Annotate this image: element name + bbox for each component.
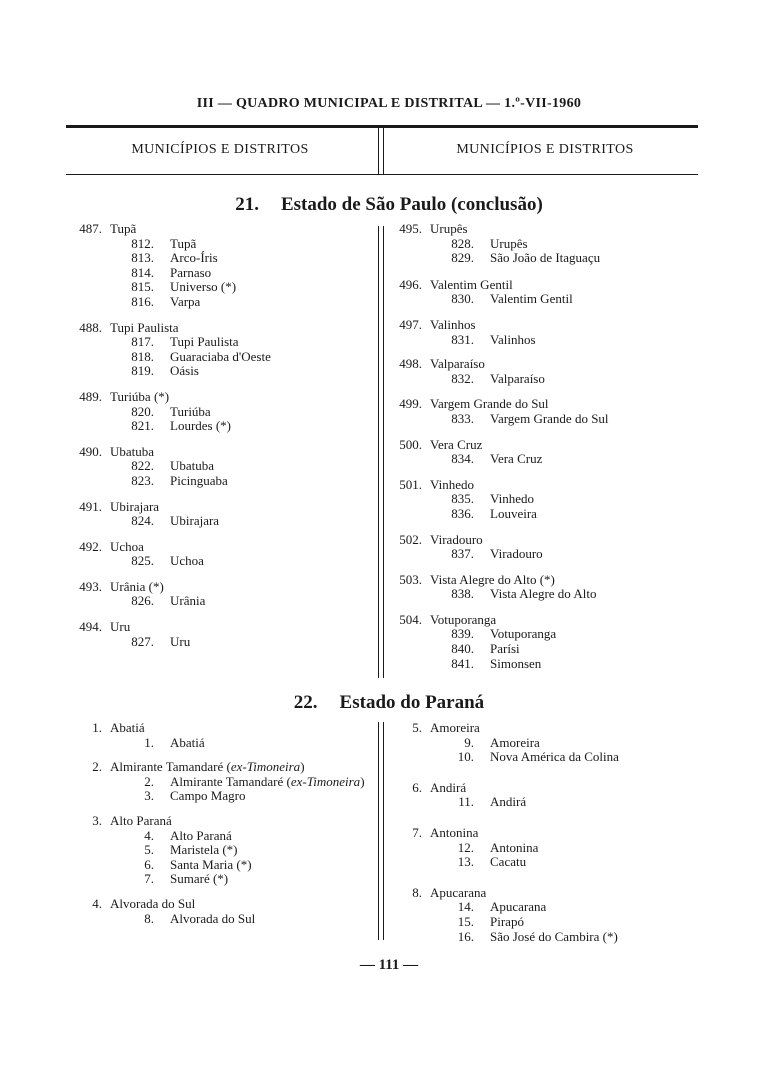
- district-name: Valinhos: [490, 331, 536, 347]
- municipality-entry: [74, 222, 374, 310]
- municipality-name: Uru: [110, 619, 131, 635]
- district-number: 13.: [457, 854, 474, 870]
- district-row: [394, 915, 694, 930]
- header-rule-thin: [66, 174, 698, 175]
- municipality-row: [74, 814, 374, 829]
- municipality-name: Valinhos: [430, 316, 476, 332]
- district-row: [394, 237, 694, 252]
- district-row: [394, 547, 694, 562]
- district-name: Ubirajara: [170, 513, 220, 529]
- municipality-name: Viradouro: [430, 531, 483, 547]
- municipality-entry: [394, 222, 694, 266]
- district-name: Ubatuba: [170, 458, 215, 474]
- district-row: [74, 350, 374, 365]
- district-number: 2.: [144, 773, 154, 789]
- municipality-row: [394, 613, 694, 628]
- district-name: Arco-Íris: [170, 250, 218, 266]
- municipality-number: 4.: [92, 895, 102, 911]
- district-name: Universo (*): [170, 279, 237, 295]
- municipality-name: Urânia (*): [110, 578, 164, 594]
- district-number: 830.: [451, 291, 474, 307]
- district-row: [394, 900, 694, 915]
- district-row: [74, 858, 374, 873]
- district-name: Lourdes (*): [170, 418, 232, 434]
- district-name: Antonina: [490, 839, 539, 855]
- municipality-name: Andirá: [430, 779, 467, 795]
- district-number: 839.: [451, 626, 474, 642]
- running-head: III — QUADRO MUNICIPAL E DISTRITAL — 1.º-VII-1960: [196, 96, 582, 111]
- district-number: 818.: [131, 348, 154, 364]
- district-row: [74, 775, 374, 790]
- district-number: 832.: [451, 370, 474, 386]
- district-number: 16.: [457, 928, 474, 944]
- district-row: [74, 335, 374, 350]
- district-name: Urupês: [490, 235, 528, 251]
- district-number: 825.: [131, 553, 154, 569]
- district-row: [74, 295, 374, 310]
- district-name: Alto Paraná: [170, 827, 232, 843]
- municipality-number: 488.: [79, 319, 102, 335]
- municipality-row: [394, 573, 694, 588]
- municipality-name: Almirante Tamandaré (ex-Timoneira): [110, 759, 305, 775]
- municipality-entry: [394, 781, 694, 810]
- district-name: Parísi: [490, 641, 520, 657]
- municipality-row: [394, 278, 694, 293]
- municipality-number: 6.: [412, 779, 422, 795]
- municipality-row: [74, 540, 374, 555]
- district-name: Turiúba: [170, 403, 211, 419]
- section-number: 22.: [293, 692, 318, 713]
- district-row: [74, 736, 374, 751]
- municipality-entry: [74, 897, 374, 926]
- district-name: Santa Maria (*): [170, 856, 252, 872]
- district-row: [394, 452, 694, 467]
- district-row: [394, 372, 694, 387]
- district-row: [74, 364, 374, 379]
- district-number: 838.: [451, 586, 474, 602]
- district-row: [74, 872, 374, 887]
- district-name: Votuporanga: [490, 626, 557, 642]
- district-row: [74, 419, 374, 434]
- municipality-entry: [394, 318, 694, 347]
- municipality-entry: [74, 500, 374, 529]
- district-row: [74, 843, 374, 858]
- municipality-entry: [394, 357, 694, 386]
- municipality-number: 7.: [412, 824, 422, 840]
- district-number: 15.: [457, 913, 474, 929]
- district-number: 4.: [144, 827, 154, 843]
- district-number: 9.: [464, 734, 474, 750]
- district-number: 1.: [144, 734, 154, 750]
- district-number: 841.: [451, 655, 474, 671]
- district-name: Tupi Paulista: [170, 334, 239, 350]
- district-row: [394, 333, 694, 348]
- municipality-row: [74, 500, 374, 515]
- district-number: 814.: [131, 264, 154, 280]
- district-row: [74, 912, 374, 927]
- district-number: 820.: [131, 403, 154, 419]
- municipality-number: 490.: [79, 443, 102, 459]
- column-divider-section-21: [378, 226, 384, 678]
- district-number: 7.: [144, 871, 154, 887]
- municipality-name: Votuporanga: [430, 611, 497, 627]
- district-name: Vargem Grande do Sul: [490, 410, 609, 426]
- district-row: [74, 280, 374, 295]
- municipality-name: Ubatuba: [110, 443, 155, 459]
- municipality-number: 495.: [399, 221, 422, 236]
- district-row: [394, 627, 694, 642]
- district-row: [394, 750, 694, 765]
- district-name: São João de Itaguaçu: [490, 250, 601, 266]
- municipality-entry: [394, 397, 694, 426]
- municipality-number: 499.: [399, 396, 422, 412]
- municipality-name: Vista Alegre do Alto (*): [430, 571, 555, 587]
- section-name: Estado de São Paulo (conclusão): [280, 194, 543, 215]
- district-number: 10.: [457, 749, 474, 765]
- district-row: [394, 412, 694, 427]
- municipality-number: 496.: [399, 276, 422, 292]
- district-number: 827.: [131, 633, 154, 649]
- municipality-entry: [394, 533, 694, 562]
- district-name: Varpa: [170, 293, 201, 309]
- district-number: 828.: [451, 235, 474, 251]
- district-name: Amoreira: [490, 734, 540, 750]
- district-number: 3.: [144, 788, 154, 804]
- municipality-row: [394, 478, 694, 493]
- municipality-number: 494.: [79, 619, 102, 635]
- municipality-row: [394, 357, 694, 372]
- district-number: 819.: [131, 363, 154, 379]
- district-number: 831.: [451, 331, 474, 347]
- district-row: [394, 642, 694, 657]
- district-number: 837.: [451, 546, 474, 562]
- district-name: Cacatu: [490, 854, 527, 870]
- municipality-entry: [394, 478, 694, 522]
- district-row: [74, 266, 374, 281]
- district-name: Vista Alegre do Alto: [490, 586, 597, 602]
- district-name: Oásis: [170, 363, 199, 379]
- column-header-right: MUNICÍPIOS E DISTRITOS: [456, 142, 634, 157]
- district-row: [394, 657, 694, 672]
- district-row: [394, 492, 694, 507]
- municipality-entry: [394, 613, 694, 671]
- municipality-entry: [74, 580, 374, 609]
- district-name: Picinguaba: [170, 472, 228, 488]
- district-number: 11.: [458, 794, 474, 810]
- municipality-number: 487.: [79, 221, 102, 236]
- district-name: Vera Cruz: [490, 451, 543, 467]
- municipality-name: Valparaíso: [430, 356, 485, 372]
- municipality-name: Ubirajara: [110, 498, 160, 514]
- district-name: São José do Cambira (*): [490, 928, 618, 944]
- district-name: Viradouro: [490, 546, 543, 562]
- municipality-row: [394, 533, 694, 548]
- municipality-number: 503.: [399, 571, 422, 587]
- municipality-name: Vera Cruz: [430, 436, 483, 452]
- district-number: 829.: [451, 250, 474, 266]
- district-row: [74, 474, 374, 489]
- municipality-name: Uchoa: [110, 538, 144, 554]
- municipality-row: [74, 321, 374, 336]
- district-name: Guaraciaba d'Oeste: [170, 348, 271, 364]
- district-name: Urânia: [170, 593, 206, 609]
- district-row: [74, 829, 374, 844]
- district-number: 821.: [131, 418, 154, 434]
- district-number: 824.: [131, 513, 154, 529]
- district-name: Almirante Tamandaré (ex-Timoneira): [170, 773, 365, 789]
- district-number: 5.: [144, 842, 154, 858]
- municipality-entry: [74, 814, 374, 887]
- municipality-number: 498.: [399, 356, 422, 372]
- section-22-right-column: [394, 721, 694, 944]
- municipality-row: [394, 318, 694, 333]
- section-title-21: [0, 194, 778, 216]
- municipality-number: 8.: [412, 884, 422, 900]
- district-row: [74, 594, 374, 609]
- district-row: [394, 587, 694, 602]
- district-name: Andirá: [490, 794, 527, 810]
- municipality-name: Vargem Grande do Sul: [430, 396, 549, 412]
- municipality-row: [394, 438, 694, 453]
- municipality-number: 2.: [92, 759, 102, 775]
- municipality-entry: [74, 760, 374, 804]
- section-title-22: [0, 692, 778, 714]
- district-number: 840.: [451, 641, 474, 657]
- municipality-row: [394, 222, 694, 237]
- district-number: 836.: [451, 505, 474, 521]
- municipality-number: 1.: [92, 720, 102, 735]
- municipality-number: 5.: [412, 720, 422, 735]
- district-name: Uru: [170, 633, 191, 649]
- district-number: 812.: [131, 235, 154, 251]
- municipality-row: [394, 721, 694, 736]
- municipality-name: Urupês: [430, 221, 468, 236]
- district-name: Abatiá: [170, 734, 205, 750]
- municipality-entry: [74, 540, 374, 569]
- municipality-number: 497.: [399, 316, 422, 332]
- municipality-number: 489.: [79, 388, 102, 404]
- district-row: [74, 251, 374, 266]
- municipality-row: [394, 781, 694, 796]
- district-row: [394, 292, 694, 307]
- column-divider-header: [378, 128, 384, 174]
- district-name: Pirapó: [490, 913, 524, 929]
- municipality-name: Alvorada do Sul: [110, 895, 196, 911]
- municipality-name: Valentim Gentil: [430, 276, 513, 292]
- district-row: [74, 237, 374, 252]
- district-name: Parnaso: [170, 264, 212, 280]
- municipality-row: [74, 222, 374, 237]
- district-number: 823.: [131, 472, 154, 488]
- municipality-row: [74, 390, 374, 405]
- district-name: Simonsen: [490, 655, 542, 671]
- municipality-row: [74, 580, 374, 595]
- district-number: 12.: [457, 839, 474, 855]
- municipality-name: Alto Paraná: [110, 812, 172, 828]
- section-21-left-column: [74, 222, 374, 649]
- municipality-entry: [394, 278, 694, 307]
- municipality-name: Turiúba (*): [110, 388, 170, 404]
- municipality-name: Vinhedo: [430, 476, 474, 492]
- municipality-number: 501.: [399, 476, 422, 492]
- municipality-row: [394, 397, 694, 412]
- municipality-name: Amoreira: [430, 720, 480, 735]
- district-number: 834.: [451, 451, 474, 467]
- district-row: [74, 405, 374, 420]
- district-row: [394, 930, 694, 945]
- municipality-number: 492.: [79, 538, 102, 554]
- district-number: 817.: [131, 334, 154, 350]
- district-number: 813.: [131, 250, 154, 266]
- district-row: [74, 514, 374, 529]
- municipality-entry: [74, 721, 374, 750]
- column-divider-section-22: [378, 722, 384, 940]
- municipality-entry: [394, 886, 694, 944]
- district-number: 826.: [131, 593, 154, 609]
- section-name: Estado do Paraná: [339, 692, 485, 713]
- section-21-right-column: [394, 222, 694, 671]
- municipality-entry: [74, 390, 374, 434]
- municipality-entry: [74, 321, 374, 379]
- district-number: 833.: [451, 410, 474, 426]
- column-header-left: MUNICÍPIOS E DISTRITOS: [131, 142, 309, 157]
- district-row: [74, 459, 374, 474]
- municipality-number: 3.: [92, 812, 102, 828]
- district-name: Apucarana: [490, 899, 547, 915]
- district-row: [74, 635, 374, 650]
- district-name: Nova América da Colina: [490, 749, 619, 765]
- municipality-entry: [394, 721, 694, 765]
- district-row: [394, 841, 694, 856]
- district-name: Tupã: [170, 235, 197, 251]
- municipality-number: 502.: [399, 531, 422, 547]
- district-number: 815.: [131, 279, 154, 295]
- district-row: [394, 855, 694, 870]
- district-name: Uchoa: [170, 553, 204, 569]
- municipality-row: [74, 721, 374, 736]
- municipality-row: [394, 826, 694, 841]
- district-number: 14.: [457, 899, 474, 915]
- district-name: Vinhedo: [490, 491, 534, 507]
- municipality-name: Tupi Paulista: [110, 319, 179, 335]
- municipality-row: [74, 445, 374, 460]
- municipality-name: Antonina: [430, 824, 479, 840]
- section-22-left-column: [74, 721, 374, 926]
- district-number: 8.: [144, 910, 154, 926]
- municipality-entry: [394, 826, 694, 870]
- district-name: Louveira: [490, 505, 537, 521]
- district-name: Sumaré (*): [170, 871, 229, 887]
- municipality-entry: [394, 573, 694, 602]
- district-number: 822.: [131, 458, 154, 474]
- municipality-name: Abatiá: [110, 720, 145, 735]
- district-row: [74, 789, 374, 804]
- district-row: [74, 554, 374, 569]
- district-row: [394, 507, 694, 522]
- municipality-row: [74, 620, 374, 635]
- district-row: [394, 251, 694, 266]
- district-name: Valparaíso: [490, 370, 545, 386]
- municipality-number: 504.: [399, 611, 422, 627]
- municipality-number: 500.: [399, 436, 422, 452]
- municipality-row: [74, 760, 374, 775]
- district-row: [394, 795, 694, 810]
- district-number: 6.: [144, 856, 154, 872]
- municipality-row: [74, 897, 374, 912]
- municipality-row: [394, 886, 694, 901]
- section-number: 21.: [235, 194, 259, 215]
- district-number: 816.: [131, 293, 154, 309]
- municipality-entry: [74, 445, 374, 489]
- municipality-name: Tupã: [110, 221, 137, 236]
- district-name: Campo Magro: [170, 788, 246, 804]
- page-number: — 111 —: [359, 957, 419, 973]
- district-name: Maristela (*): [170, 842, 238, 858]
- municipality-number: 491.: [79, 498, 102, 514]
- district-row: [394, 736, 694, 751]
- municipality-name: Apucarana: [430, 884, 487, 900]
- municipality-number: 493.: [79, 578, 102, 594]
- district-name: Valentim Gentil: [490, 291, 573, 307]
- district-name: Alvorada do Sul: [170, 910, 256, 926]
- district-number: 835.: [451, 491, 474, 507]
- municipality-entry: [74, 620, 374, 649]
- municipality-entry: [394, 438, 694, 467]
